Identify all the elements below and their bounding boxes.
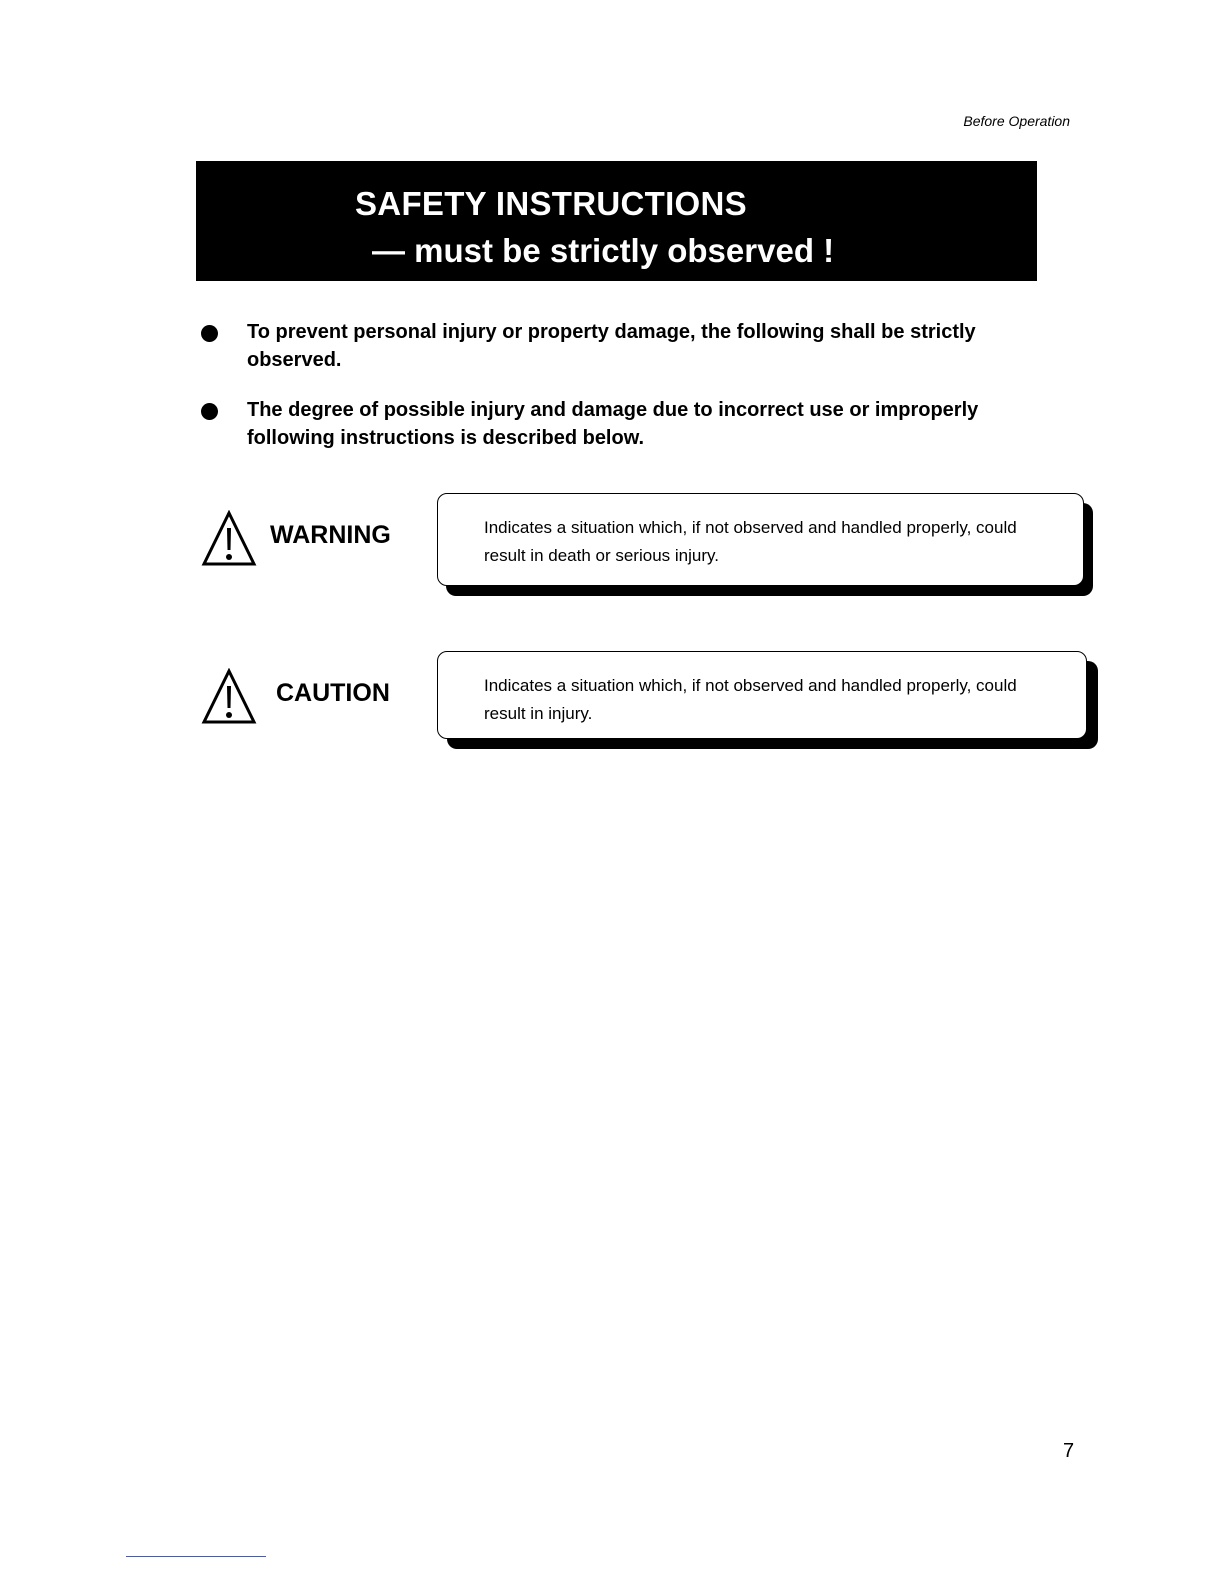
bullet-list [199,318,1039,474]
page-number: 7 [1063,1440,1075,1462]
warning-label: WARNING [270,521,391,549]
caution-label: CAUTION [276,679,390,707]
footer-rule [126,1556,266,1557]
warning-description-box [437,493,1084,586]
bullet-text: To prevent personal injury or property damage, the following shall be strictly observed. [247,321,976,371]
warning-triangle-icon [201,510,257,566]
bullet-item [199,396,1039,452]
bullet-item [199,318,1039,374]
warning-description: Indicates a situation which, if not observed and handled properly, could result in death or serious injury. [484,518,1017,565]
caution-description: Indicates a situation which, if not observed and handled properly, could result in injury. [484,676,1017,723]
bullet-dot-icon [201,403,218,420]
bullet-dot-icon [201,325,218,342]
banner-title: SAFETY INSTRUCTIONS [355,185,747,222]
banner-subtitle: — must be strictly observed ! [372,232,835,269]
caution-description-box [437,651,1087,739]
section-header-label: Before Operation [963,113,1070,129]
bullet-text: The degree of possible injury and damage due to incorrect use or improperly following instructions is described below. [247,399,979,449]
safety-instructions-banner [196,161,1037,281]
caution-triangle-icon [201,668,257,724]
